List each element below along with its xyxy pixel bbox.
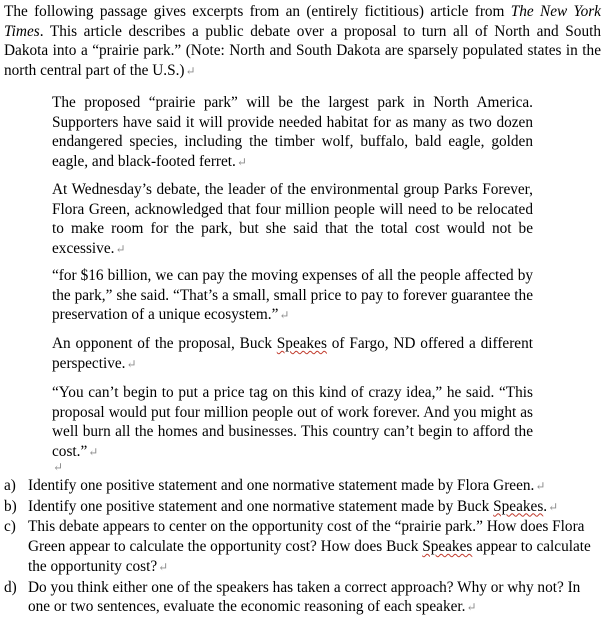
question-letter: d) — [4, 578, 17, 596]
question-letter: a) — [4, 477, 16, 494]
question-b — [4, 497, 601, 518]
passage-text: of Fargo, ND offered a different perspective. — [52, 335, 533, 372]
empty-paragraph — [52, 457, 63, 478]
paragraph-mark: ↵ — [53, 460, 64, 474]
paragraph-mark: ↵ — [126, 356, 137, 371]
paragraph-mark: ↵ — [466, 600, 477, 615]
passage-paragraph-1 — [52, 93, 533, 173]
spelling-flagged-word[interactable]: Speakes — [422, 538, 473, 556]
paragraph-mark: ↵ — [185, 64, 196, 79]
question-c — [4, 517, 601, 577]
passage-text: An opponent of the proposal, Buck — [52, 335, 277, 352]
paragraph-mark: ↵ — [88, 445, 99, 460]
passage-paragraph-2 — [52, 180, 533, 260]
spelling-flagged-word[interactable]: Speakes — [276, 335, 327, 352]
paragraph-mark: ↵ — [236, 155, 247, 170]
passage-text: The proposed “prairie park” will be the largest park in North America. Supporters have said it will provide needed habitat for as many as two dozen endangered species, including the timber wolf, buffalo, bald eagle, golden eagle, and black-footed ferret. — [52, 94, 533, 171]
question-text: Identify one positive statement and one normative statement made by Buck — [28, 497, 494, 515]
question-text: Do you think either one of the speakers has taken a correct approach? Why or why not? In one or two sentences, evaluate the economic reasoning of each speaker. — [28, 578, 581, 616]
question-d — [4, 578, 601, 618]
question-text: Identify one positive statement and one normative statement made by Flora Green. — [28, 477, 535, 494]
question-list — [4, 476, 601, 618]
intro-text-start: The following passage gives excerpts from an (entirely fictitious) article from — [4, 3, 511, 20]
paragraph-mark: ↵ — [115, 242, 126, 257]
question-letter: b) — [4, 497, 17, 515]
question-a — [4, 476, 601, 497]
question-text: This debate appears to center on the opportunity cost of the “prairie park.” How does Flora Green appear to calculate the opportunity cost? How does Buck — [28, 518, 585, 556]
newspaper-title: The New York Times — [4, 3, 601, 40]
passage-paragraph-4 — [52, 334, 533, 374]
paragraph-mark: ↵ — [279, 308, 290, 323]
intro-paragraph — [4, 2, 601, 82]
paragraph-mark: ↵ — [158, 559, 169, 574]
passage-text: “You can’t begin to put a price tag on this kind of crazy idea,” he said. “This proposal would put four million people out of work forever. And you might as well burn all the homes and businesses. This country can’t begin to afford the cost.” — [52, 384, 533, 461]
passage-paragraph-5 — [52, 383, 533, 463]
passage-text: “for $16 billion, we can pay the moving expenses of all the people affected by the park,” she said. “That’s a small, small price to pay to forever guarantee the preservation of a unique ecosystem.” — [52, 267, 533, 324]
intro-text-end: . This article describes a public debate over a proposal to turn all of North and South Dakota into a “prairie park.” (Note: North and South Dakota are sparsely populated states in the north central part of the U.S.) — [4, 22, 601, 80]
spelling-flagged-word[interactable]: Speakes — [493, 497, 544, 515]
passage-paragraph-3 — [52, 266, 533, 326]
paragraph-mark: ↵ — [535, 479, 546, 493]
question-letter: c) — [4, 518, 16, 536]
passage-text: At Wednesday’s debate, the leader of the environmental group Parks Forever, Flora Green, acknowledged that four million people will need to be relocated to make room for the park, but she said that the total cost would not be excessive. — [52, 181, 533, 258]
question-text: appear to calculate the opportunity cost? — [28, 538, 591, 575]
paragraph-mark: ↵ — [548, 499, 559, 514]
question-text: . — [543, 497, 548, 515]
